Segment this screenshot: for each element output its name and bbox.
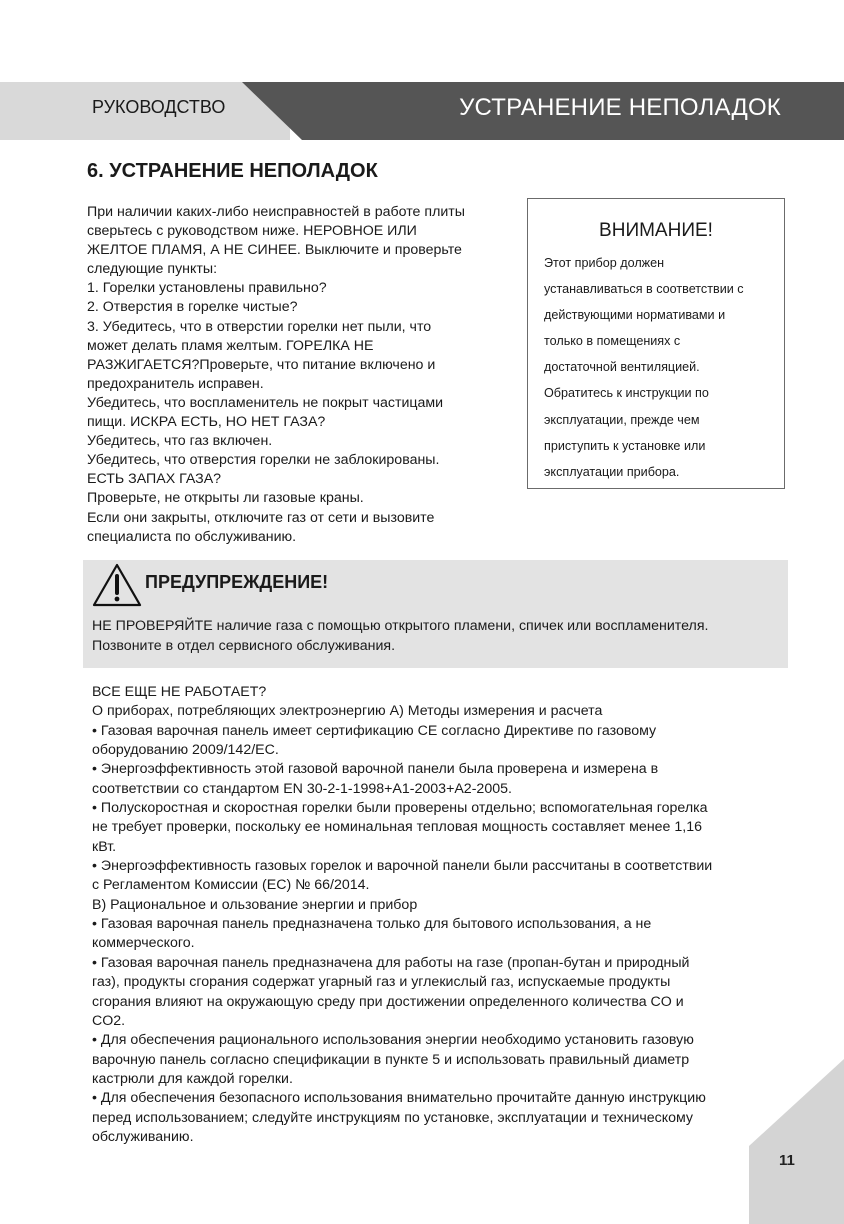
- text-line: с Регламентом Комиссии (ЕС) № 66/2014.: [92, 877, 370, 894]
- text-line: не требует проверки, поскольку ее номинальная тепловая мощность составляет менее 1,16: [92, 819, 702, 836]
- text-line: эксплуатации прибора.: [544, 464, 680, 479]
- text-line: устанавливаться в соответствии с: [544, 282, 744, 297]
- warning-body: [92, 617, 708, 656]
- text-line: кастрюли для каждой горелки.: [92, 1070, 293, 1087]
- text-line: перед использованием; следуйте инструкциям по установке, эксплуатации и техническому: [92, 1109, 694, 1126]
- text-line: Убедитесь, что газ включен.: [87, 433, 273, 450]
- text-line: B) Рациональное и ользование энергии и прибор: [92, 896, 418, 913]
- text-line: Обратитесь к инструкции по: [544, 386, 709, 401]
- text-line: ЕСТЬ ЗАПАХ ГАЗА?: [87, 471, 222, 488]
- text-line: может делать пламя желтым. ГОРЕЛКА НЕ: [87, 337, 374, 354]
- text-line: Если они закрыты, отключите газ от сети и вызовите: [87, 509, 435, 526]
- text-line: только в помещениях с: [544, 334, 681, 349]
- text-line: Убедитесь, что отверстия горелки не заблокированы.: [87, 452, 440, 469]
- text-line: оборудованию 2009/142/EC.: [92, 742, 279, 759]
- text-line: • Газовая варочная панель предназначена для работы на газе (пропан-бутан и природный: [92, 954, 690, 971]
- text-line: • Полускоростная и скоростная горелки были проверены отдельно; вспомогательная горелка: [92, 800, 708, 817]
- text-line: эксплуатации, прежде чем: [544, 412, 700, 427]
- text-line: специалиста по обслуживанию.: [87, 528, 297, 545]
- text-line: газ), продукты сгорания содержат угарный газ и углекислый газ, испускаемые продукты: [92, 974, 671, 991]
- text-line: CO2.: [92, 1012, 126, 1029]
- text-line: коммерческого.: [92, 935, 195, 952]
- text-line: пищи. ИСКРА ЕСТЬ, НО НЕТ ГАЗА?: [87, 414, 326, 431]
- text-line: приступить к установке или: [544, 438, 706, 453]
- troubleshooting-intro: [87, 203, 512, 547]
- page-number: 11: [779, 1152, 795, 1169]
- header-section-label: УСТРАНЕНИЕ НЕПОЛАДОК: [459, 94, 781, 121]
- warning-title: ПРЕДУПРЕЖДЕНИЕ!: [145, 572, 329, 592]
- attention-box: [527, 198, 785, 489]
- warning-block: [83, 560, 788, 668]
- text-line: • Газовая варочная панель предназначена только для бытового использования, а не: [92, 916, 652, 933]
- text-line: достаточной вентиляцией.: [544, 360, 700, 375]
- attention-title: ВНИМАНИЕ!: [599, 220, 713, 241]
- text-line: Позвоните в отдел сервисного обслуживания.: [92, 637, 396, 654]
- text-line: • Для обеспечения безопасного использования внимательно прочитайте данную инструкцию: [92, 1090, 706, 1107]
- text-line: • Энергоэффективность этой газовой варочной панели была проверена и измерена в: [92, 761, 659, 778]
- text-line: сверьтесь с руководством ниже. НЕРОВНОЕ ИЛИ: [87, 223, 417, 240]
- text-line: варочную панель согласно спецификации в пункте 5 и использовать правильный диаметр: [92, 1051, 690, 1068]
- text-line: Этот прибор должен: [544, 256, 665, 270]
- text-line: При наличии каких-либо неисправностей в работе плиты: [87, 204, 465, 220]
- text-line: действующими нормативами и: [544, 308, 726, 323]
- text-line: НЕ ПРОВЕРЯЙТЕ наличие газа с помощью открытого пламени, спичек или воспламенителя.: [92, 618, 709, 634]
- text-line: следующие пункты:: [87, 261, 218, 278]
- attention-body: [544, 250, 784, 485]
- text-line: • Для обеспечения рационального использования энергии необходимо установить газовую: [92, 1032, 694, 1049]
- text-line: 2. Отверстия в горелке чистые?: [87, 299, 298, 316]
- warning-triangle-icon: [91, 562, 143, 608]
- text-line: ЖЕЛТОЕ ПЛАМЯ, А НЕ СИНЕЕ. Выключите и проверьте: [87, 242, 462, 259]
- text-line: Проверьте, не открыты ли газовые краны.: [87, 490, 364, 507]
- text-line: соответствии со стандартом EN 30-2-1-1998+A1-2003+A2-2005.: [92, 780, 512, 797]
- text-line: ВСЕ ЕЩЕ НЕ РАБОТАЕТ?: [92, 684, 267, 700]
- main-body-text: [92, 683, 792, 1147]
- text-line: сгорания влияют на окружающую среду при достижении определенного количества CO и: [92, 993, 684, 1010]
- text-line: обслуживанию.: [92, 1128, 194, 1145]
- text-line: О приборах, потребляющих электроэнергию A) Методы измерения и расчета: [92, 703, 603, 720]
- text-line: Убедитесь, что воспламенитель не покрыт частицами: [87, 394, 444, 411]
- text-line: РАЗЖИГАЕТСЯ?Проверьте, что питание включено и: [87, 356, 436, 373]
- header-manual-label: РУКОВОДСТВО: [92, 97, 226, 117]
- section-title: 6. УСТРАНЕНИЕ НЕПОЛАДОК: [87, 160, 378, 182]
- text-line: 1. Горелки установлены правильно?: [87, 280, 327, 297]
- text-line: • Энергоэффективность газовых горелок и варочной панели были рассчитаны в соответствии: [92, 858, 713, 875]
- text-line: • Газовая варочная панель имеет сертификацию CE согласно Директиве по газовому: [92, 722, 657, 739]
- text-line: 3. Убедитесь, что в отверстии горелки нет пыли, что: [87, 318, 432, 335]
- text-line: кВт.: [92, 838, 117, 855]
- text-line: предохранитель исправен.: [87, 375, 264, 392]
